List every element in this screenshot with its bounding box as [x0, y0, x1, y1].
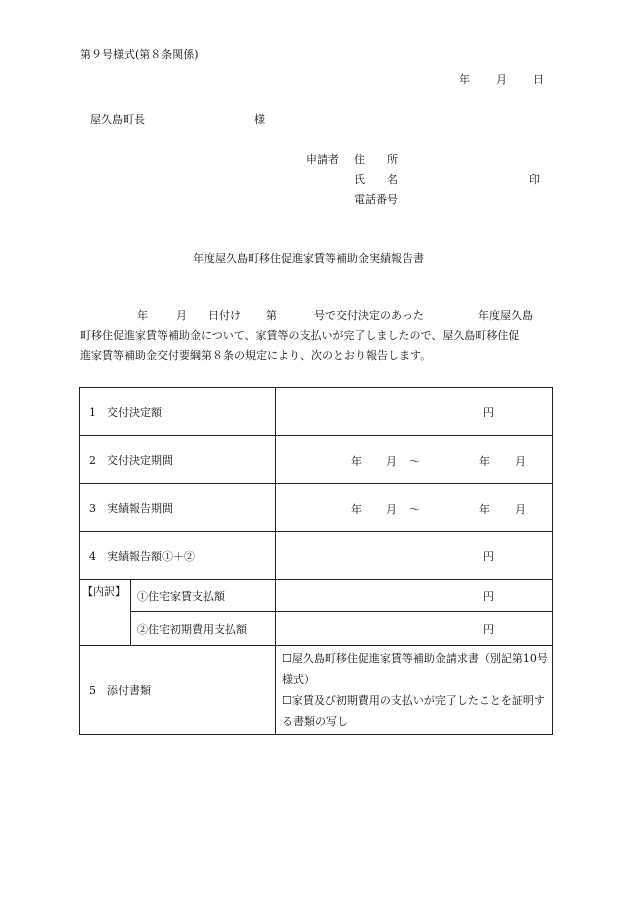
table-row: [80, 388, 553, 436]
body-paragraph: [80, 306, 552, 366]
row-label-attachments: 5 添付書類: [80, 646, 276, 735]
row-value-grant-period: [276, 436, 553, 484]
row-value-grant-amount: [276, 388, 553, 436]
period-month-start: 月: [386, 502, 397, 516]
period-month-start: 月: [386, 454, 397, 468]
row-value-report-period: [276, 484, 553, 532]
table-row: [80, 646, 553, 735]
sub-label-rent: ①住宅家賃支払額: [131, 580, 276, 612]
addressee-name: 屋久島町長: [90, 113, 145, 126]
body-fiscal-year: 年度屋久島: [478, 309, 533, 322]
yen-unit: 円: [483, 405, 494, 419]
period-tilde: ～: [409, 454, 420, 468]
body-line-3: 進家賃等補助金交付要綱第８条の規定により、次のとおり報告します。: [80, 349, 432, 362]
body-year: 年: [137, 309, 148, 322]
document-title: 年度屋久島町移住促進家賃等補助金実績報告書: [193, 252, 424, 265]
table-row: [80, 484, 553, 532]
period-year-start: 年: [351, 454, 362, 468]
report-table: [79, 387, 553, 735]
attachment-item-2: ☐家賃及び初期費用の支払いが完了したことを証明する書類の写し: [282, 694, 545, 728]
row-label-grant-amount: 1 交付決定額: [80, 388, 276, 436]
body-line-1: [80, 306, 552, 326]
row-label-report-amount: 4 実績報告額①＋②: [80, 532, 276, 580]
table-row: [80, 612, 553, 646]
applicant-phone-label: 電話番号: [354, 193, 398, 206]
addressee-honorific: 様: [254, 113, 265, 126]
period-tilde: ～: [409, 502, 420, 516]
row-label-report-period: 3 実績報告期間: [80, 484, 276, 532]
yen-unit: 円: [483, 622, 494, 636]
attachment-item-1: ☐屋久島町移住促進家賃等補助金請求書（別記第10号様式）: [282, 652, 548, 686]
table-row: [80, 532, 553, 580]
applicant-label: 申請者: [306, 153, 339, 166]
date-day: 日: [533, 73, 544, 86]
row-value-report-amount: [276, 532, 553, 580]
table-row: [80, 436, 553, 484]
sub-label-initial-cost: ②住宅初期費用支払額: [131, 612, 276, 646]
date-year: 年: [459, 73, 470, 86]
sub-value-rent: [276, 580, 553, 612]
body-line-2: 町移住促進家賃等補助金について、家賃等の支払いが完了しましたので、屋久島町移住促: [80, 329, 520, 342]
row-value-attachments: [276, 646, 553, 735]
table-row: [80, 580, 553, 612]
body-date: 日付け: [208, 309, 241, 322]
body-number-suffix: 号で交付決定のあった: [314, 309, 424, 322]
form-number: 第９号様式(第８条関係): [80, 48, 199, 61]
period-month-end: 月: [515, 502, 526, 516]
seal-mark: 印: [529, 173, 540, 186]
period-year-end: 年: [479, 454, 490, 468]
row-label-grant-period: 2 交付決定期間: [80, 436, 276, 484]
applicant-name-label: 氏 名: [354, 173, 398, 186]
body-month: 月: [176, 309, 187, 322]
applicant-address-label: 住 所: [354, 153, 398, 166]
yen-unit: 円: [483, 549, 494, 563]
period-year-end: 年: [479, 502, 490, 516]
body-number-prefix: 第: [266, 309, 277, 322]
date-month: 月: [496, 73, 507, 86]
sub-value-initial-cost: [276, 612, 553, 646]
period-month-end: 月: [515, 454, 526, 468]
period-year-start: 年: [351, 502, 362, 516]
breakdown-label: 【内訳】: [80, 580, 131, 646]
yen-unit: 円: [483, 589, 494, 603]
